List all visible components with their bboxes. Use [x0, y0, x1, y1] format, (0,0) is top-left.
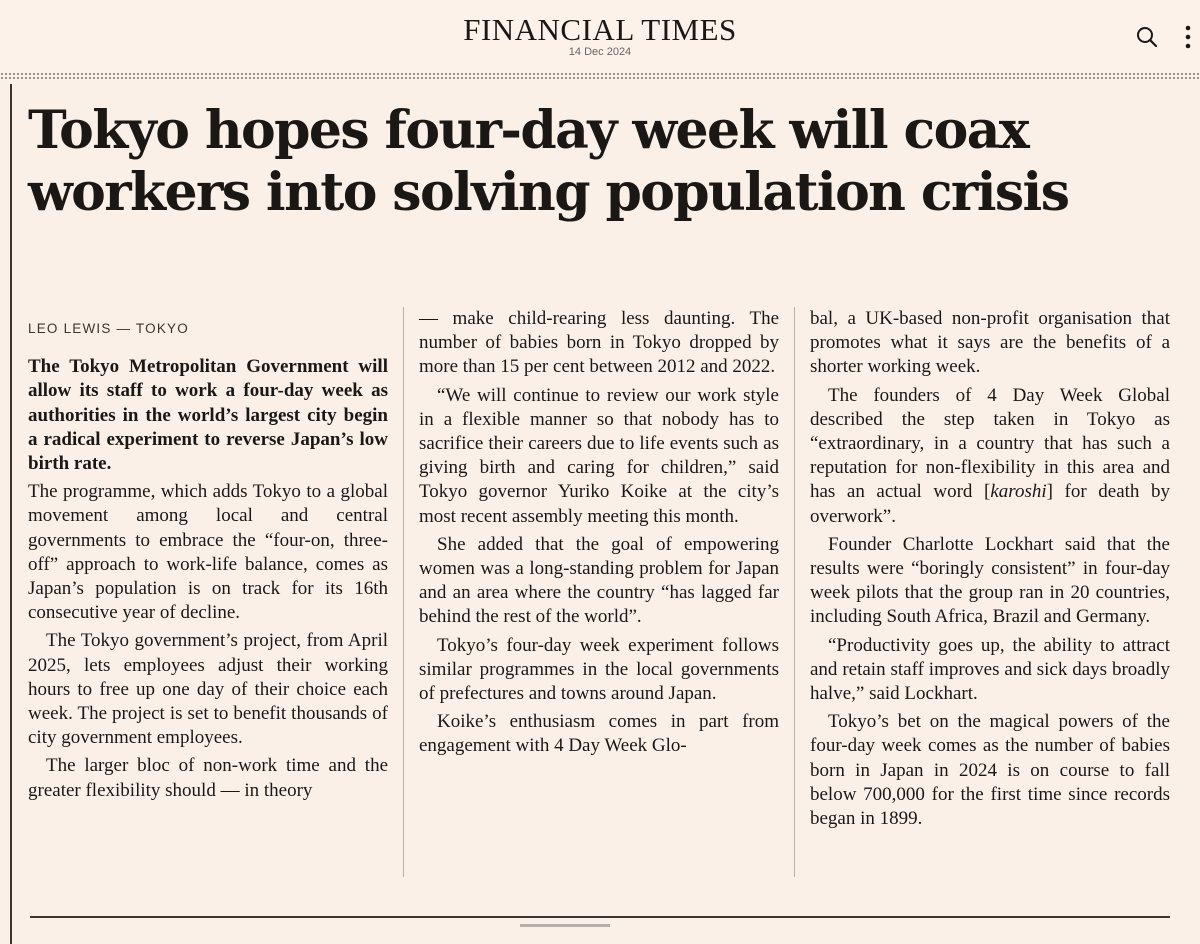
article-paragraph: Tokyo’s four-day week experiment follows similar programmes in the local governments of prefectures and towns around Japan. — [419, 634, 779, 705]
article-bottom-rule — [30, 916, 1170, 918]
article-paragraph: The programme, which adds Tokyo to a global movement among local and central governments to embrace the “four-on, three-off” approach to work-life balance, comes as Japan’s population is on track for its 16th consecutive year of decline. — [28, 481, 388, 624]
article-column-2 — [419, 307, 779, 759]
article-column-3 — [810, 307, 1170, 831]
column-divider — [794, 307, 795, 877]
article-column-1 — [28, 307, 388, 803]
more-vertical-icon — [1183, 24, 1193, 50]
article-paragraph — [810, 384, 1170, 529]
article-paragraph: — make child-rearing less daunting. The number of babies born in Tokyo dropped by more than 15 per cent between 2012 and 2022. — [419, 308, 779, 378]
header-divider — [0, 72, 1200, 80]
article-paragraph: She added that the goal of empowering women was a long-standing problem for Japan and an area where the country “has lagged far behind the rest of the world”. — [419, 533, 779, 628]
article-paragraph: “We will continue to review our work style in a flexible manner so that nobody has to sacrifice their careers due to life events such as giving birth and caring for children,” said Tokyo governor Yuriko Koike at the city’s most recent assembly meeting this month. — [419, 384, 779, 527]
article-paragraph: “Productivity goes up, the ability to attract and retain staff improves and sick days broadly halve,” said Lockhart. — [810, 634, 1170, 705]
masthead-title: FINANCIAL TIMES — [463, 12, 737, 47]
article-headline: Tokyo hopes four-day week will coax workers into solving population crisis — [28, 100, 1069, 223]
app-header — [0, 0, 1200, 72]
article-paragraph: Tokyo’s bet on the magical powers of the four-day week comes as the number of babies born in Japan in 2024 is on course to fall below 700,000 for the first time since records began in 1899. — [810, 711, 1170, 830]
italic-term: karoshi — [990, 481, 1047, 503]
byline: LEO LEWIS — TOKYO — [28, 321, 189, 336]
article-paragraph: bal, a UK-based non-profit organisation that promotes what it says are the benefits of a shorter working week. — [810, 308, 1170, 378]
more-options-button[interactable] — [1176, 22, 1200, 52]
article-paragraph: The larger bloc of non-work time and the greater flexibility should — in theory — [28, 755, 388, 801]
article-paragraph: The Tokyo government’s project, from April 2025, lets employees adjust their working hours to free up one day of their choice each week. The project is set to benefit thousands of city government employees. — [28, 630, 388, 749]
text-run: The founders of 4 Day Week Global described the step taken in Tokyo as “extraordinary, in a country that has such a reputation for non-flexibility in this area and has an actual word [ — [810, 384, 1170, 503]
search-icon — [1135, 25, 1159, 49]
search-button[interactable] — [1132, 22, 1162, 52]
text-run: ] for death by overwork”. — [810, 481, 1170, 527]
article-paragraph: Founder Charlotte Lockhart said that the results were “boringly consistent” in four-day week pilots that the group ran in 20 countries, including South Africa, Brazil and Germany. — [810, 533, 1170, 628]
issue-date: 14 Dec 2024 — [568, 46, 632, 58]
column-divider — [403, 307, 404, 877]
article-lede: The Tokyo Metropolitan Government will allow its staff to work a four-day week as authorities in the world’s largest city begin a radical experiment to reverse Japan’s low birth rate. — [28, 356, 388, 475]
next-article-fragment — [520, 924, 610, 934]
article-paragraph: Koike’s enthusiasm comes in part from engagement with 4 Day Week Glo- — [419, 711, 779, 757]
page-frame-left-rule — [10, 84, 12, 944]
